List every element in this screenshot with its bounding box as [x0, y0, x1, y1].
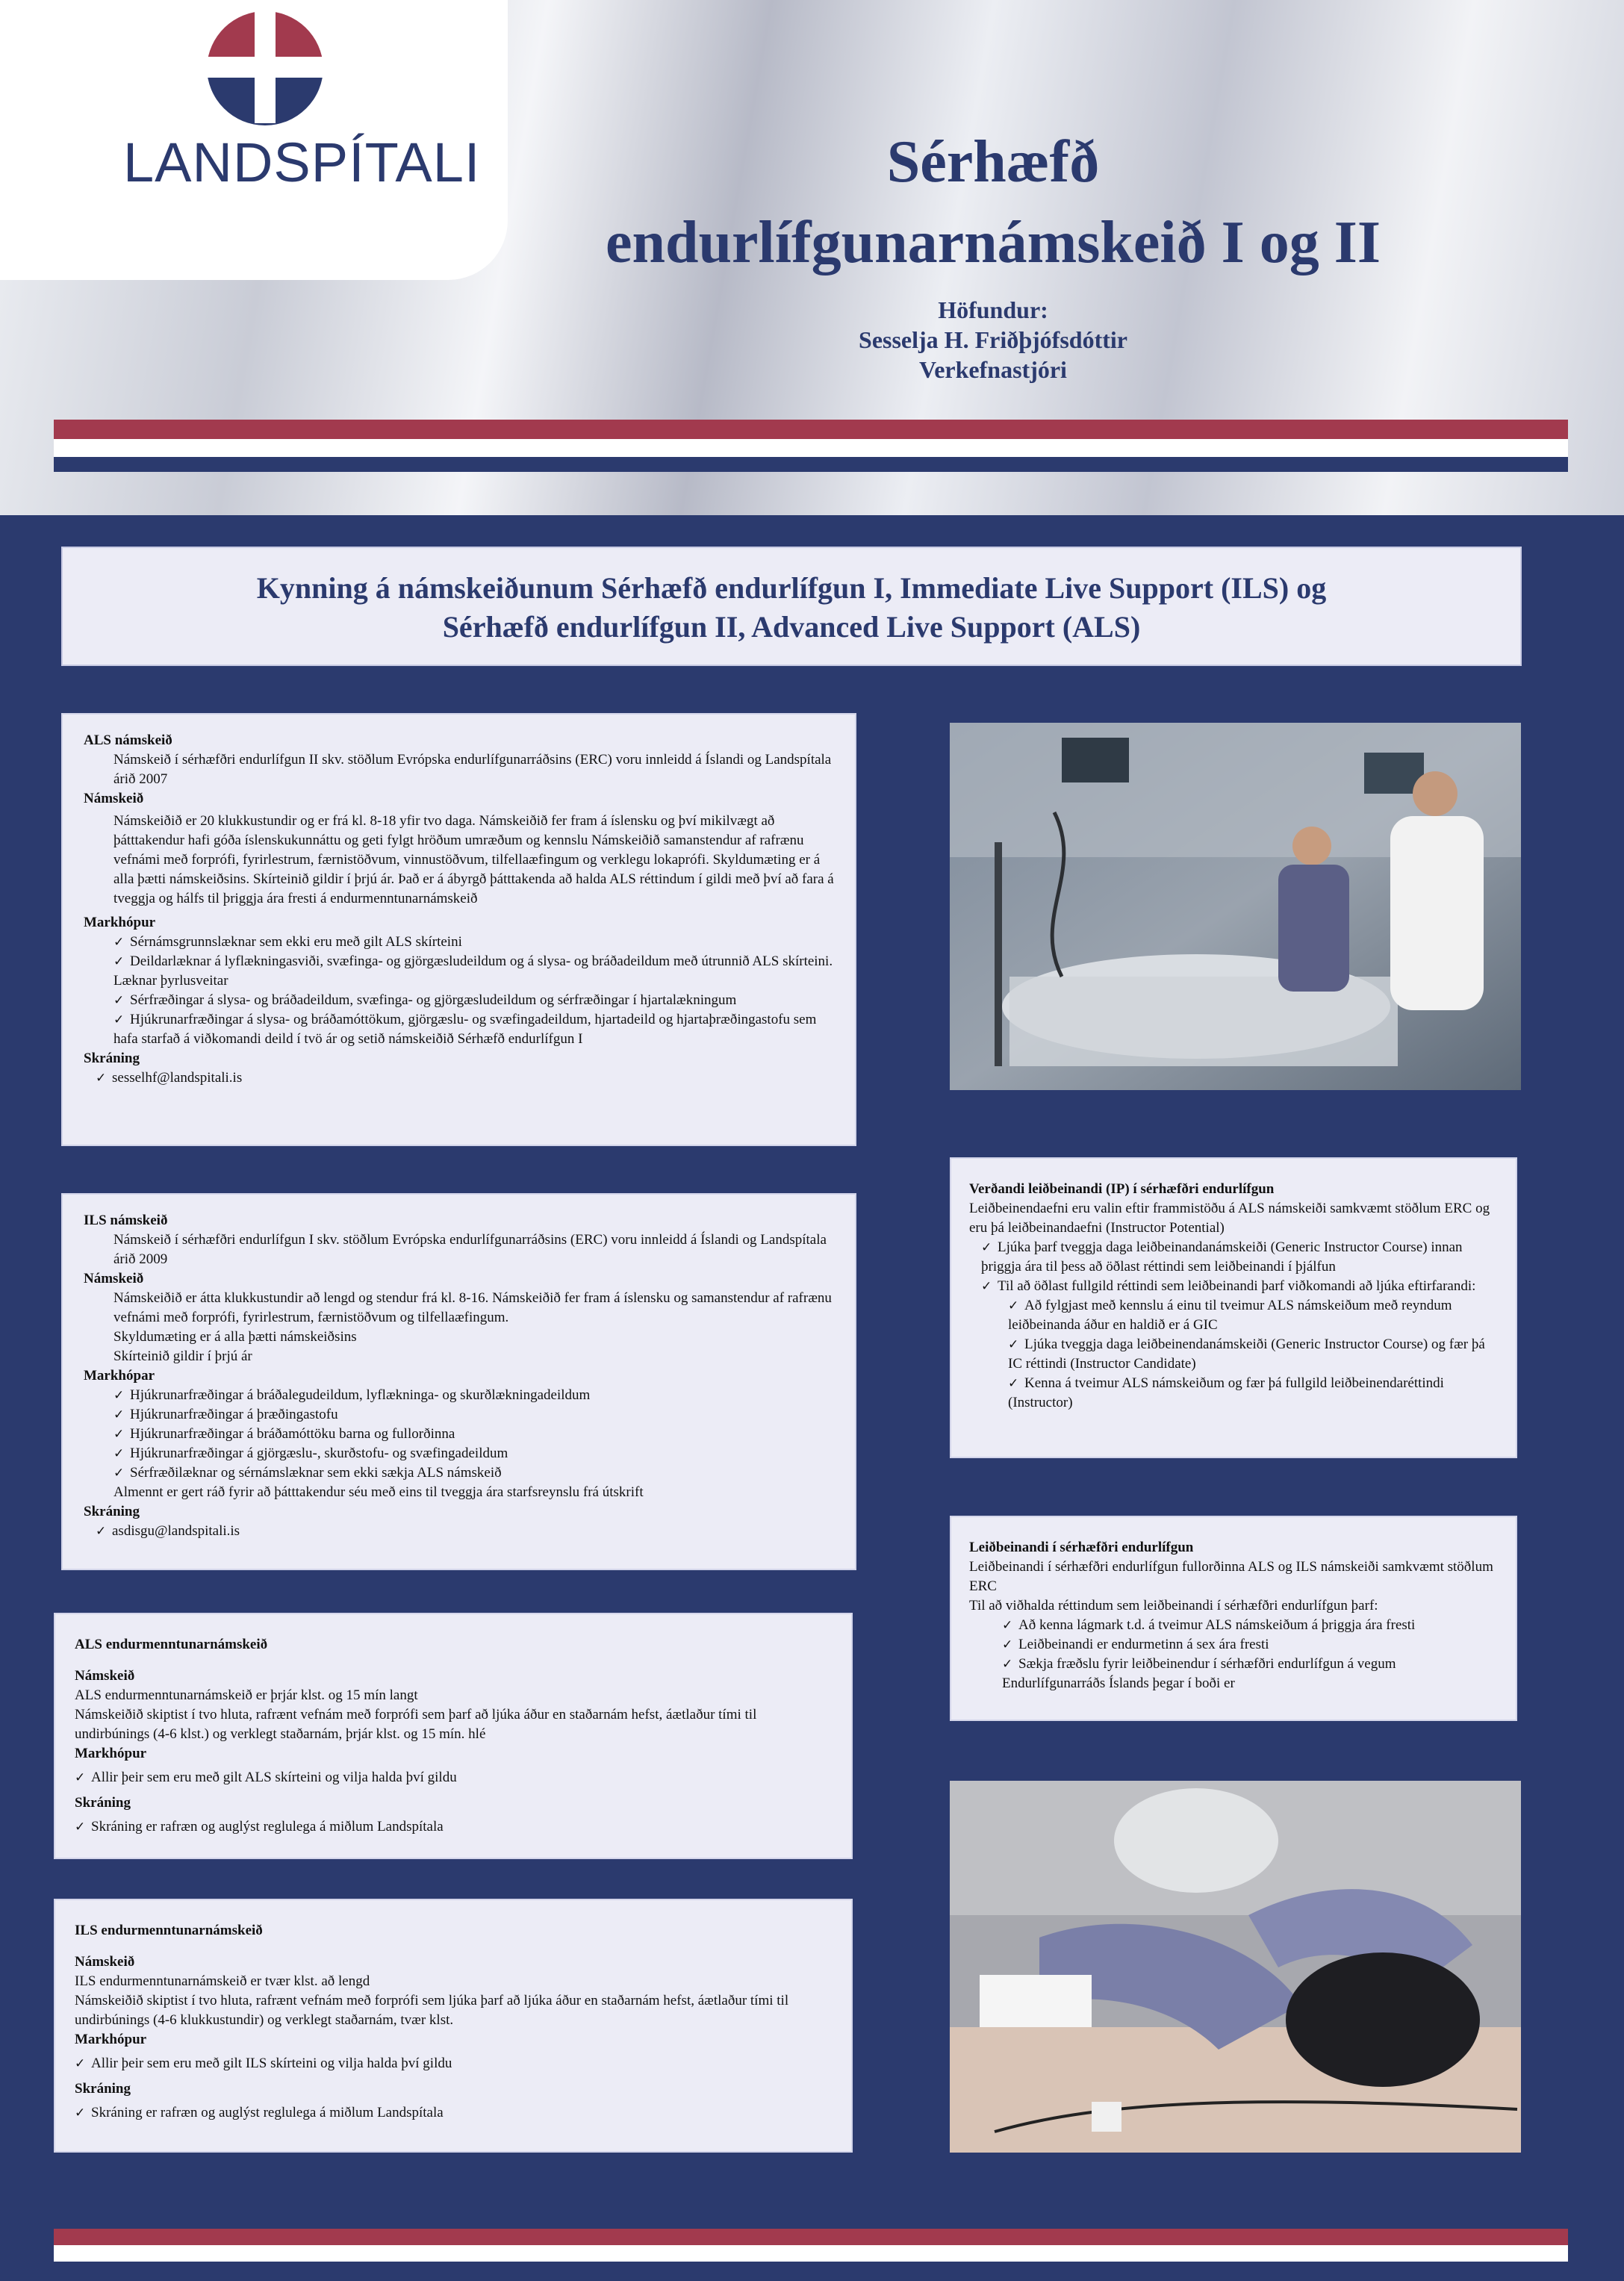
als-target-item: ✓ Sérfræðingar á slysa- og bráðadeildum, svæfinga- og gjörgæsludeildum og sérfræðingar í hjartalækningum	[84, 991, 834, 1010]
landspitali-logo-icon	[198, 7, 332, 127]
resuscitation-practice-photo	[950, 1781, 1521, 2153]
als-refresh-course-heading: Námskeið	[75, 1668, 135, 1684]
als-refresh-target-heading: Markhópur	[75, 1746, 147, 1761]
als-refresh-box	[54, 1613, 853, 1859]
ils-refresh-heading: ILS endurmenntunarnámskeið	[75, 1923, 263, 1938]
footer-stripe-white	[54, 2245, 1568, 2262]
ip-item: ✓ Til að öðlast fullgild réttindi sem leiðbeinandi þarf viðkomandi að ljúka eftirfarandi:	[969, 1277, 1498, 1296]
banner-line2: Sérhæfð endurlífgun II, Advanced Live Support (ALS)	[442, 610, 1141, 644]
poster-title-line2: endurlífgunarnámskeið I og II	[606, 210, 1381, 276]
als-course-heading: Námskeið	[84, 791, 144, 806]
banner-line1: Kynning á námskeiðunum Sérhæfð endurlífgun I, Immediate Live Support (ILS) og	[256, 571, 1327, 605]
ils-course-box	[61, 1193, 856, 1570]
ils-refresh-target-heading: Markhópur	[75, 2032, 147, 2047]
als-refresh-registration-heading: Skráning	[75, 1795, 131, 1811]
ils-course-attendance: Skyldumæting er á alla þætti námskeiðsins	[113, 1329, 357, 1345]
ils-refresh-registration: ✓ Skráning er rafræn og auglýst reglulega á miðlum Landspítala	[75, 2099, 832, 2123]
author-name: Sesselja H. Friðþjófsdóttir	[859, 326, 1127, 353]
als-target-item: ✓ Deildarlæknar á lyflækningasviði, svæfinga- og gjörgæsludeildum og á slysa- og bráðadeildum með útrunnið ALS skírteini. Læknar þyrlusveitar	[84, 952, 834, 991]
ils-intro: Námskeið í sérhæfðri endurlífgun I skv. stöðlum Evrópska endurlífgunarráðsins (ERC) voru innleidd á Íslandi og Landspítala árið 2009	[113, 1232, 827, 1267]
author-label: Höfundur:	[938, 296, 1048, 323]
als-target-item: ✓ Sérnámsgrunnslæknar sem ekki eru með gilt ALS skírteini	[84, 933, 834, 952]
instructor-item: ✓ Að kenna lágmark t.d. á tveimur ALS námskeiðum á þriggja ára fresti	[969, 1616, 1498, 1635]
ils-heading: ILS námskeið	[84, 1213, 168, 1228]
als-registration-email[interactable]: ✓ sesselhf@landspitali.is	[84, 1068, 834, 1088]
als-refresh-line1: ALS endurmenntunarnámskeið er þrjár klst. og 15 mín langt	[75, 1687, 418, 1703]
ils-refresh-box	[54, 1899, 853, 2153]
instructor-heading: Leiðbeinandi í sérhæfðri endurlífgun	[969, 1540, 1194, 1555]
ils-refresh-course-heading: Námskeið	[75, 1954, 135, 1970]
instructor-item: ✓ Leiðbeinandi er endurmetinn á sex ára fresti	[969, 1635, 1498, 1655]
header-stripe-blue	[54, 457, 1568, 472]
als-refresh-line2: Námskeiðið skiptist í tvo hluta, rafrænt vefnám með forprófi sem þarf að ljúka áður en staðarnám hefst, áætlaður tími til undirbúnings (4-6 klst.) og verklegt staðarnám, þrjár klst. og 15 mín. hlé	[75, 1707, 757, 1742]
logo-panel	[0, 0, 508, 280]
author-role: Verkefnastjóri	[919, 356, 1067, 383]
instructor-box	[950, 1516, 1517, 1721]
als-refresh-registration: ✓ Skráning er rafræn og auglýst reglulega á miðlum Landspítala	[75, 1813, 832, 1837]
ils-refresh-registration-heading: Skráning	[75, 2081, 131, 2097]
ils-refresh-line2: Námskeiðið skiptist í tvo hluta, rafrænt vefnám með forprófi sem ljúka þarf að ljúka áður en staðarnám hefst, áætlaður tími til undirbúnings (4-6 klukkustundir) og verklegt staðarnám, tvær klst.	[75, 1993, 789, 2028]
instructor-intro: Leiðbeinandi í sérhæfðri endurlífgun fullorðinna ALS og ILS námskeiði samkvæmt stöðlum ERC	[969, 1559, 1493, 1594]
header-stripe-white	[54, 439, 1568, 457]
ils-course-heading: Námskeið	[84, 1271, 144, 1286]
ils-target-item: ✓ Sérfræðilæknar og sérnámslæknar sem ekki sækja ALS námskeið	[84, 1463, 834, 1483]
ils-refresh-line1: ILS endurmenntunarnámskeið er tvær klst. að lengd	[75, 1973, 370, 1989]
als-target-item: ✓ Hjúkrunarfræðingar á slysa- og bráðamóttökum, gjörgæslu- og svæfingadeildum, hjartadeild og hjartaþræðingastofu sem hafa starfað á viðkomandi deild í tvö ár og setið námskeiðið Sérhæfð endurlífgun I	[84, 1010, 834, 1049]
logo-text: LANDSPÍTALI	[123, 131, 481, 193]
als-refresh-heading: ALS endurmenntunarnámskeið	[75, 1637, 268, 1652]
header-stripe-red	[54, 420, 1568, 439]
ils-refresh-target-item: ✓ Allir þeir sem eru með gilt ILS skírteini og vilja halda því gildu	[75, 2050, 832, 2079]
intro-banner	[61, 547, 1522, 666]
ils-target-item: ✓ Hjúkrunarfræðingar á þræðingastofu	[84, 1405, 834, 1425]
als-course-box	[61, 713, 856, 1146]
ip-subitem: ✓ Kenna á tveimur ALS námskeiðum og fær þá fullgild leiðbeinendaréttindi (Instructor)	[969, 1374, 1498, 1413]
ip-subitem: ✓ Að fylgjast með kennslu á einu til tveimur ALS námskeiðum með reyndum leiðbeinanda áður en haldið er á GIC	[969, 1296, 1498, 1335]
ils-course-validity: Skírteinið gildir í þrjú ár	[113, 1348, 252, 1364]
als-intro: Námskeið í sérhæfðri endurlífgun II skv. stöðlum Evrópska endurlífgunarráðsins (ERC) voru innleidd á Íslandi og Landspítala árið 2007	[113, 752, 832, 787]
footer-stripe-red	[54, 2229, 1568, 2245]
als-heading: ALS námskeið	[84, 732, 172, 748]
instructor-item: ✓ Sækja fræðslu fyrir leiðbeinendur í sérhæfðri endurlífgun á vegum Endurlífgunarráðs Íslands þegar í boði er	[969, 1655, 1498, 1693]
als-registration-heading: Skráning	[84, 1051, 140, 1066]
author-block	[769, 295, 1217, 385]
training-scene-photo	[950, 723, 1521, 1090]
poster-title-line1: Sérhæfð	[886, 129, 1100, 195]
instructor-intro2: Til að viðhalda réttindum sem leiðbeinandi í sérhæfðri endurlífgun þarf:	[969, 1598, 1378, 1613]
ils-course-body: Námskeiðið er átta klukkustundir að lengd og stendur frá kl. 8-16. Námskeiðið fer fram á íslensku og samanstendur af rafrænu vefnámi með forprófi, fyrirlestrum, færnistöðvum og tilfellaæfingum.	[113, 1290, 832, 1325]
instructor-potential-box	[950, 1157, 1517, 1458]
als-refresh-target-item: ✓ Allir þeir sem eru með gilt ALS skírteini og vilja halda því gildu	[75, 1764, 832, 1793]
ils-registration-email[interactable]: ✓ asdisgu@landspitali.is	[84, 1522, 834, 1541]
ils-registration-heading: Skráning	[84, 1504, 140, 1519]
ip-subitem: ✓ Ljúka tveggja daga leiðbeinendanámskeiði (Generic Instructor Course) og fær þá IC réttindi (Instructor Candidate)	[969, 1335, 1498, 1374]
ils-target-item: ✓ Hjúkrunarfræðingar á bráðalegudeildum, lyflækninga- og skurðlækningadeildum	[84, 1386, 834, 1405]
als-target-heading: Markhópur	[84, 915, 156, 930]
ip-intro: Leiðbeinendaefni eru valin eftir frammistöðu á ALS námskeiði samkvæmt stöðlum ERC og eru þá leiðbeinandaefni (Instructor Potential)	[969, 1201, 1490, 1236]
ils-target-heading: Markhópar	[84, 1368, 155, 1384]
ip-item: ✓ Ljúka þarf tveggja daga leiðbeinandanámskeiði (Generic Instructor Course) innan þriggja ára til þess að öðlast réttindi sem leiðbeinandi í þjálfun	[969, 1238, 1498, 1277]
als-course-body: Námskeiðið er 20 klukkustundir og er frá kl. 8-18 yfir tvo daga. Námskeiðið fer fram á íslensku og því mikilvægt að þátttakendur hafi góða íslenskukunnáttu og geti fylgt hröðum umræðum og kennslu Námskeiðið samanstendur af rafrænu vefnámi með forprófi, fyrirlestrum, færnistöðvum, vinnustöðvum, tilfellaæfingum og verklegu lokaprófi. Skyldumæting er á alla þætti námskeiðsins. Skírteinið gildir í þrjú ár. Það er á ábyrgð þátttakenda að halda ALS réttindum í gildi með því að fara á tveggja og hálfs til þriggja ára fresti á endurmenntunarnámskeið	[113, 813, 834, 906]
ils-target-item: ✓ Hjúkrunarfræðingar á gjörgæslu-, skurðstofu- og svæfingadeildum	[84, 1444, 834, 1463]
ils-target-item: ✓ Hjúkrunarfræðingar á bráðamóttöku barna og fullorðinna	[84, 1425, 834, 1444]
ip-heading: Verðandi leiðbeinandi (IP) í sérhæfðri endurlífgun	[969, 1181, 1275, 1197]
ils-note: Almennt er gert ráð fyrir að þátttakendur séu með eins til tveggja ára starfsreynslu frá útskrift	[113, 1484, 644, 1500]
